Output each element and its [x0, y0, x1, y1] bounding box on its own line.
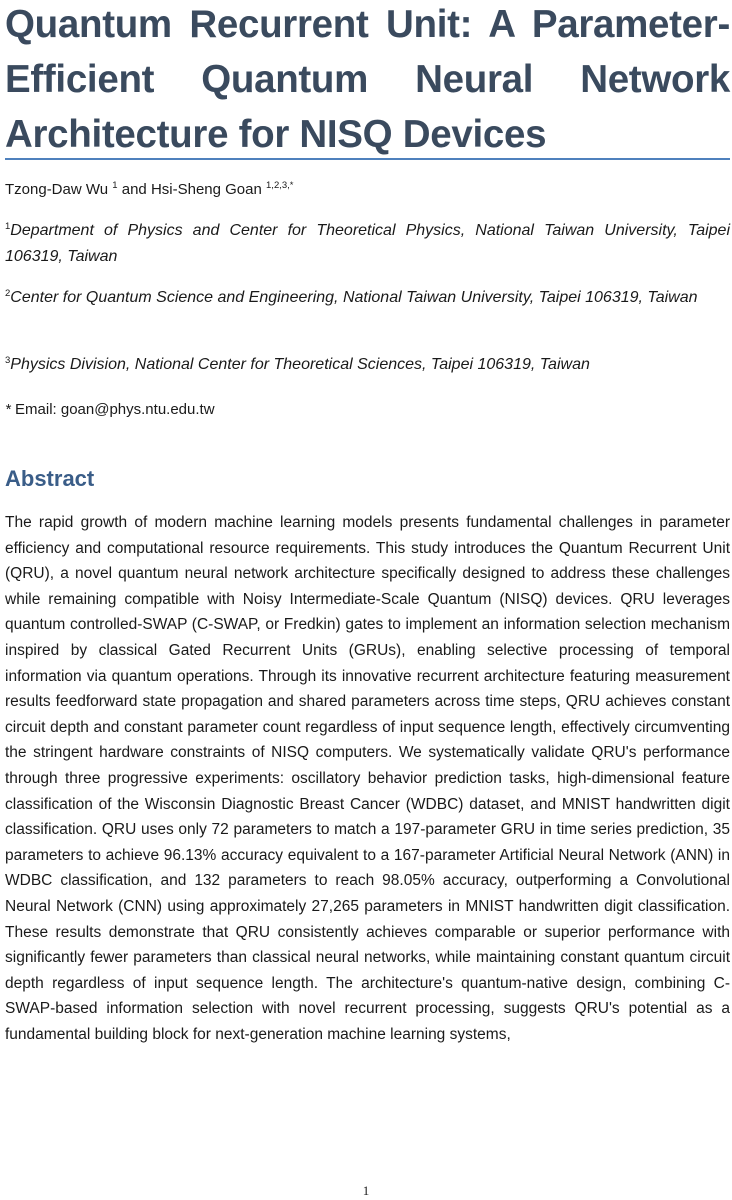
- affiliation-number: 3: [5, 355, 11, 366]
- author-list: [5, 179, 293, 201]
- affiliation-1: [5, 218, 730, 270]
- paper-page: [5, 0, 730, 1200]
- author-conjunction: and: [121, 181, 147, 198]
- affiliation-text: Center for Quantum Science and Engineering, National Taiwan University, Taipei 106319, Taiwan: [10, 289, 698, 306]
- paper-title: Quantum Recurrent Unit: A Parameter-Efficient Quantum Neural Network Architecture for NISQ Devices: [5, 3, 730, 156]
- affiliation-3: [5, 352, 730, 378]
- affiliation-text: Physics Division, National Center for Theoretical Sciences, Taipei 106319, Taiwan: [10, 356, 590, 373]
- affiliation-2: [5, 285, 730, 311]
- page-number: 1: [362, 1183, 370, 1198]
- author-name: Tzong-Daw Wu: [5, 181, 109, 198]
- corresponding-email: [5, 399, 215, 421]
- author-name: Hsi-Sheng Goan: [150, 181, 262, 198]
- affiliation-text: Department of Physics and Center for Theoretical Physics, National Taiwan University, Taipei 106319, Taiwan: [5, 222, 730, 265]
- affiliation-number: 1: [5, 221, 11, 232]
- title-divider: [5, 158, 730, 160]
- email-text: Email: goan@phys.ntu.edu.tw: [15, 401, 215, 418]
- abstract-heading: Abstract: [5, 466, 95, 491]
- author-affiliation-mark: 1: [112, 180, 118, 191]
- author-affiliation-mark: 1,2,3,*: [266, 180, 294, 191]
- corresponding-mark: *: [5, 401, 11, 418]
- affiliation-number: 2: [5, 288, 11, 299]
- abstract-body: The rapid growth of modern machine learning models presents fundamental challenges in parameter efficiency and computational resource requirements. This study introduces the Quantum Recurrent Unit (QRU), a novel quantum neural network architecture specifically designed to address these challenges while remaining compatible with Noisy Intermediate-Scale Quantum (NISQ) devices. QRU leverages quantum controlled-SWAP (C-SWAP, or Fredkin) gates to implement an information selection mechanism inspired by classical Gated Recurrent Units (GRUs), enabling selective processing of temporal information via quantum operations. Through its innovative recurrent architecture featuring measurement results feedforward state propagation and shared parameters across time steps, QRU achieves constant circuit depth and constant parameter count regardless of input sequence length, effectively circumventing the stringent hardware constraints of NISQ computers. We systematically validate QRU's performance through three progressive experiments: oscillatory behavior prediction tasks, high-dimensional feature classification of the Wisconsin Diagnostic Breast Cancer (WDBC) dataset, and MNIST handwritten digit classification. QRU uses only 72 parameters to match a 197-parameter GRU in time series prediction, 35 parameters to achieve 96.13% accuracy equivalent to a 167-parameter Artificial Neural Network (ANN) in WDBC classification, and 132 parameters to reach 98.05% accuracy, outperforming a Convolutional Neural Network (CNN) using approximately 27,265 parameters in MNIST handwritten digit classification. These results demonstrate that QRU consistently achieves comparable or superior performance with significantly fewer parameters than classical neural networks, while maintaining constant quantum circuit depth regardless of input sequence length. The architecture's quantum-native design, combining C-SWAP-based information selection with novel recurrent processing, suggests QRU's potential as a fundamental building block for next-generation machine learning systems,: [5, 514, 730, 1043]
